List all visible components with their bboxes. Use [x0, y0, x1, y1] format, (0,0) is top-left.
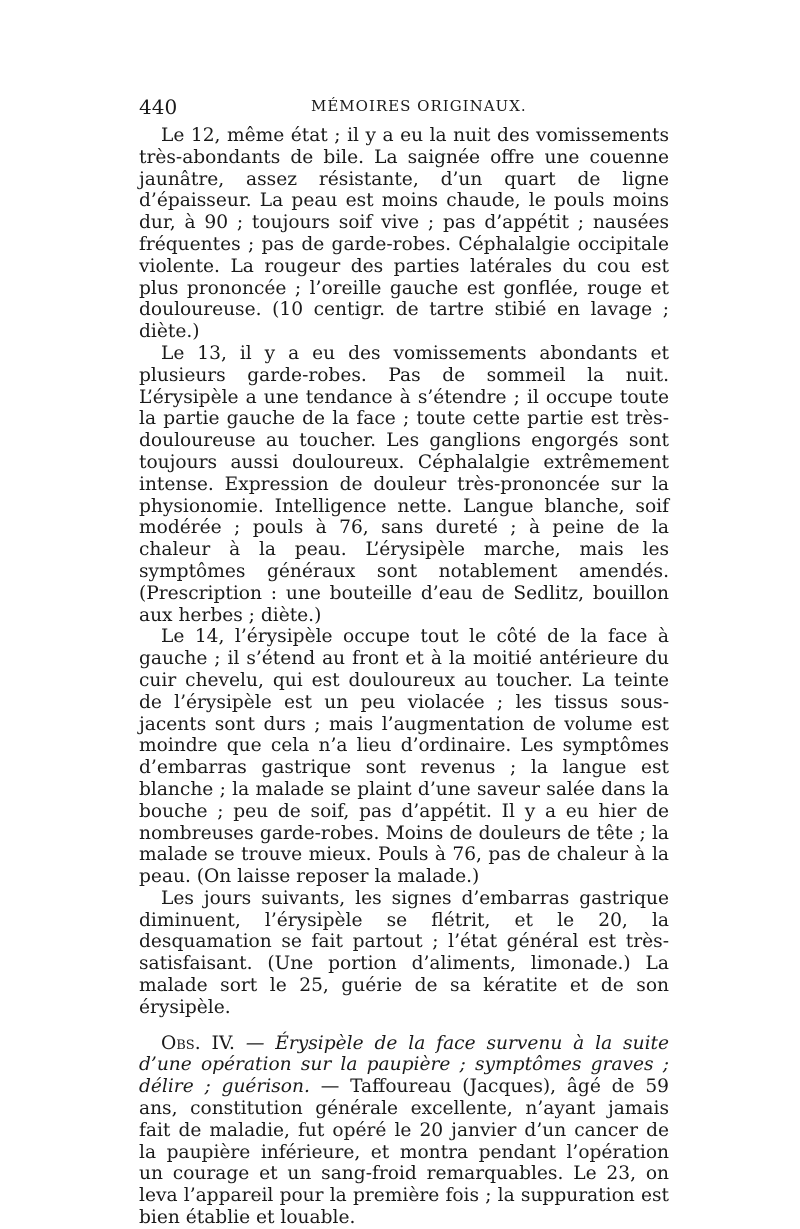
page-number: 440: [139, 95, 178, 119]
running-head: MÉMOIRES ORIGINAUX.: [311, 97, 527, 115]
body-text: [139, 125, 669, 1229]
page-header: [139, 95, 669, 125]
paragraph-day-13: Le 13, il y a eu des vomissements abondants et plusieurs garde-robes. Pas de sommeil la nuit. L’érysipèle a une tendance à s’étendre ; il occupe toute la partie gauche de la face ; toute cette partie est très-douloureuse au toucher. Les ganglions engorgés sont toujours aussi douloureux. Céphalalgie extrêmement intense. Expression de douleur très-prononcée sur la physionomie. Intelligence nette. Langue blanche, soif modérée ; pouls à 76, sans dureté ; à peine de la chaleur à la peau. L’érysipèle marche, mais les symptômes généraux sont notablement amendés. (Prescription : une bouteille d’eau de Sedlitz, bouillon aux herbes ; diète.): [139, 342, 669, 626]
observation-iv: [139, 1033, 669, 1229]
paragraph-following-days: Les jours suivants, les signes d’embarras gastrique diminuent, l’érysipèle se flétrit, et le 20, la desquamation se fait partout ; l’état général est très-satisfaisant. (Une portion d’aliments, limonade.) La malade sort le 25, guérie de sa kératite et de son érysipèle.: [139, 887, 669, 1018]
page: [139, 95, 669, 1229]
observation-text: — Taffoureau (Jacques), âgé de 59 ans, constitution générale excellente, n’ayant jamais fait de maladie, fut opéré le 20 janvier d’un cancer de la paupière inférieure, et montra pendant l’opération un courage et un sang-froid remarquables. Le 23, on leva l’appareil pour la première fois ; la suppuration est bien établie et louable.: [139, 1076, 669, 1229]
paragraph-day-14: Le 14, l’érysipèle occupe tout le côté de la face à gauche ; il s’étend au front et à la moitié antérieure du cuir chevelu, qui est douloureux au toucher. La teinte de l’érysipèle est un peu violacée ; les tissus sous-jacents sont durs ; mais l’augmentation de volume est moindre que cela n’a lieu d’ordinaire. Les symptômes d’embarras gastrique sont revenus ; la langue est blanche ; la malade se plaint d’une saveur salée dans la bouche ; peu de soif, pas d’appétit. Il y a eu hier de nombreuses garde-robes. Moins de douleurs de tête ; la malade se trouve mieux. Pouls à 76, pas de chaleur à la peau. (On laisse reposer la malade.): [139, 626, 669, 888]
observation-title: — Érysipèle de la face survenu à la suite d’une opération sur la paupière ; symptômes graves ; délire ; guérison.: [139, 1032, 669, 1098]
paragraph-day-12: Le 12, même état ; il y a eu la nuit des vomissements très-abondants de bile. La saignée offre une couenne jaunâtre, assez résistante, d’un quart de ligne d’épaisseur. La peau est moins chaude, le pouls moins dur, à 90 ; toujours soif vive ; pas d’appétit ; nausées fréquentes ; pas de garde-robes. Céphalalgie occipitale violente. La rougeur des parties latérales du cou est plus prononcée ; l’oreille gauche est gonflée, rouge et douloureuse. (10 centigr. de tartre stibié en lavage ; diète.): [139, 125, 669, 343]
observation-label: Obs. IV.: [161, 1032, 235, 1054]
